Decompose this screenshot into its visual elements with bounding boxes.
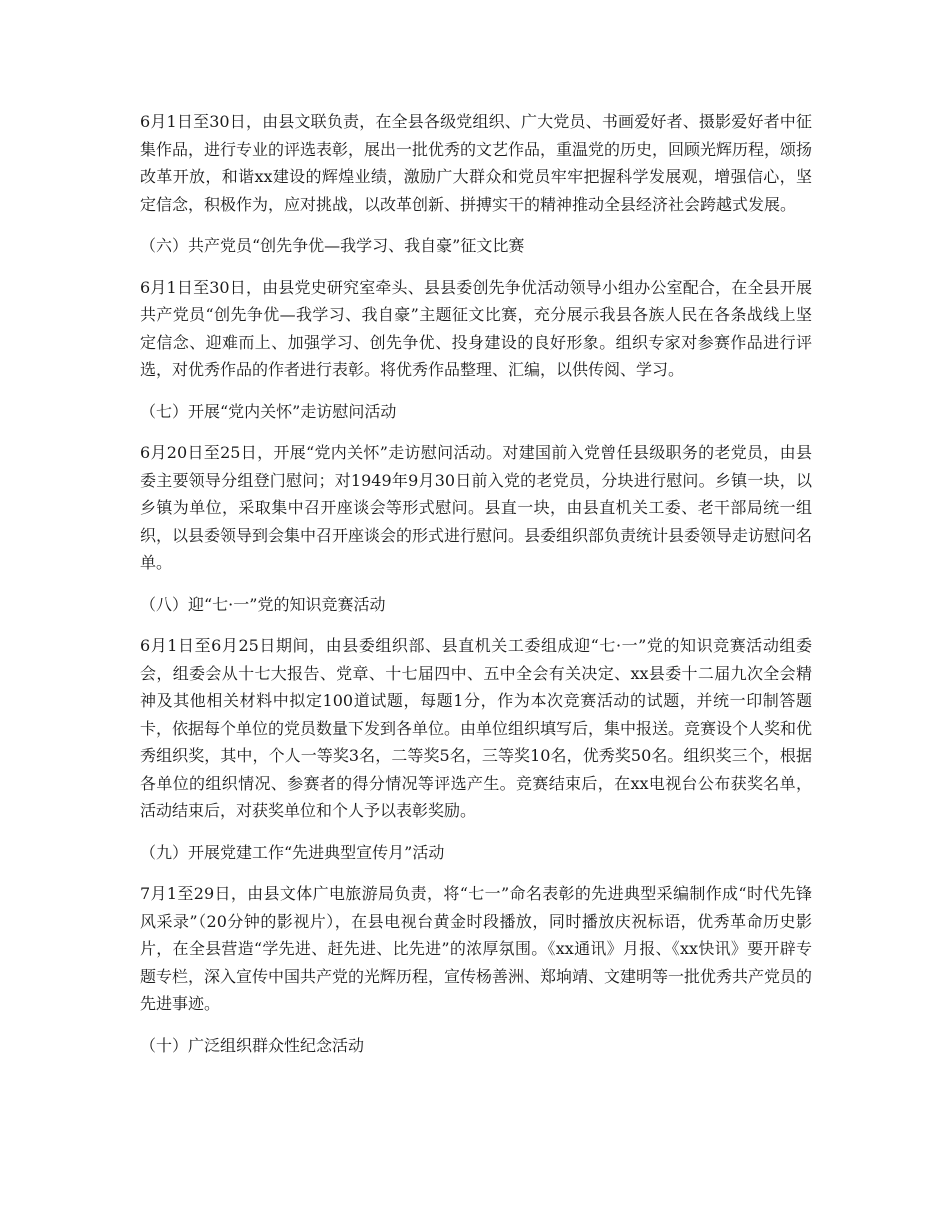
paragraph-publicity-month: 7月1至29日，由县文体广电旅游局负责，将“七一”命名表彰的先进典型采编制作成“时代先锋风采录”（20分钟的影视片），在县电视台黄金时段播放，同时播放庆祝标语，优秀革命历史影片，在全县营造“学先进、赶先进、比先进”的浓厚氛围。《xx通讯》月报、《xx快讯》要开辟专题专栏，深入宣传中国共产党的光辉历程，宣传杨善洲、郑垧靖、文建明等一批优秀共产党员的先进事迹。 (140, 884, 813, 1013)
section-heading-mass-activities: （十）广泛组织群众性纪念活动 (140, 1035, 365, 1055)
paragraph-quiz: 6月1日至6月25日期间，由县委组织部、县直机关工委组成迎“七·一”党的知识竞赛活动组委会，组委会从十七大报告、党章、十七届四中、五中全会有关决定、xx县委十二届九次全会精神及其他相关材料中拟定100道试题，每题1分，作为本次竞赛活动的试题，并统一印制答题卡，依据每个单位的党员数量下发到各单位。由单位组织填写后，集中报送。竞赛设个人奖和优秀组织奖，其中，个人一等奖3名，二等奖5名，三等奖10名，优秀奖50名。组织奖三个，根据各单位的组织情况、参赛者的得分情况等评选产生。竞赛结束后，在xx电视台公布获奖名单，活动结束后，对获奖单位和个人予以表彰奖励。 (140, 636, 813, 820)
section-heading-visits: （七）开展“党内关怀”走访慰问活动 (140, 401, 397, 421)
section-heading-quiz: （八）迎“七·一”党的知识竞赛活动 (140, 594, 386, 614)
paragraph-essay-contest: 6月1日至30日，由县党史研究室牵头、县县委创先争优活动领导小组办公室配合，在全县开展共产党员“创先争优—我学习、我自豪”主题征文比赛，充分展示我县各族人民在各条战线上坚定信念、迎难而上、加强学习、创先争优、投身建设的良好形象。组织专家对参赛作品进行评选，对优秀作品的作者进行表彰。将优秀作品整理、汇编，以供传阅、学习。 (140, 277, 812, 379)
paragraph-visits: 6月20日至25日，开展“党内关怀”走访慰问活动。对建国前入党曾任县级职务的老党员，由县委主要领导分组登门慰问；对1949年9月30日前入党的老党员，分块进行慰问。乡镇一块，以乡镇为单位，采取集中召开座谈会等形式慰问。县直一块，由县直机关工委、老干部局统一组织，以县委领导到会集中召开座谈会的形式进行慰问。县委组织部负责统计县委领导走访慰问名单。 (140, 443, 813, 572)
document-page (140, 108, 812, 1073)
section-heading-essay-contest: （六）共产党员“创先争优—我学习、我自豪”征文比赛 (140, 236, 525, 255)
section-heading-publicity-month: （九）开展党建工作“先进典型宣传月”活动 (140, 842, 445, 862)
paragraph-art-collection: 6月1日至30日，由县文联负责，在全县各级党组织、广大党员、书画爱好者、摄影爱好者中征集作品，进行专业的评选表彰，展出一批优秀的文艺作品，重温党的历史，回顾光辉历程，颂扬改革开放，和谐xx建设的辉煌业绩，激励广大群众和党员牢牢把握科学发展观，增强信心，坚定信念，积极作为，应对挑战，以改革创新、拼搏实干的精神推动全县经济社会跨越式发展。 (140, 112, 813, 214)
